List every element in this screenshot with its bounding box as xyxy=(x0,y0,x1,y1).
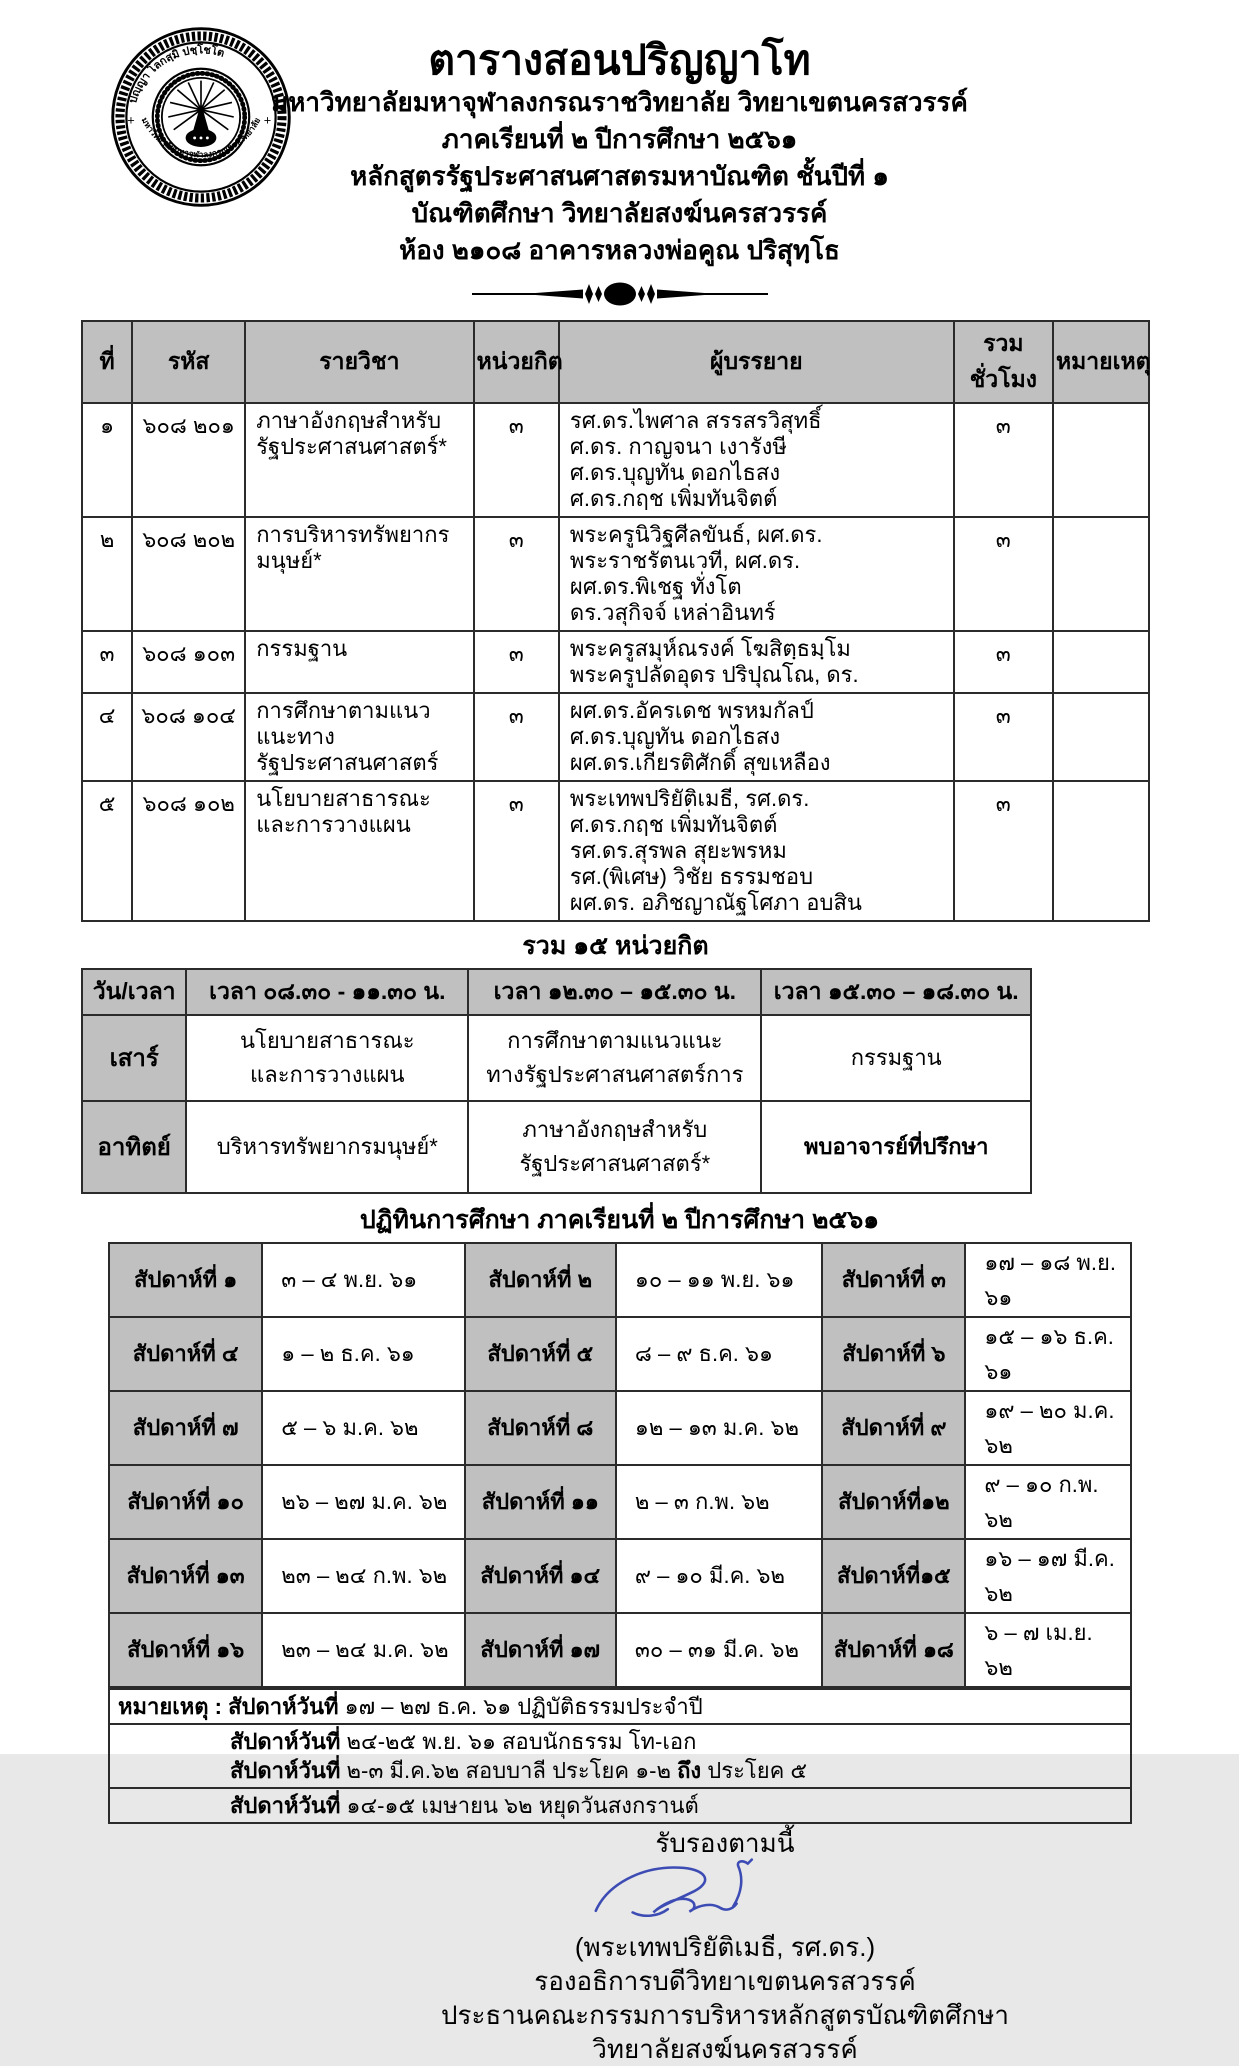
schedule-slot xyxy=(761,1101,1031,1193)
university-seal-logo xyxy=(110,26,292,208)
calendar-week-dates: ๙ – ๑๐ ก.พ. ๖๒ xyxy=(965,1465,1131,1539)
subject-line: กรรมฐาน xyxy=(256,635,348,661)
schedule-slot xyxy=(186,1101,468,1193)
signatory-role-1: รองอธิการบดีวิทยาเขตนครสวรรค์ xyxy=(534,1965,916,1996)
col-header-subject: รายวิชา xyxy=(245,321,473,403)
schedule-slot-line: ทางรัฐประศาสนศาสตร์การ xyxy=(486,1061,744,1087)
lecturer-line: ศ.ดร.บุญทัน ดอกไธสง xyxy=(569,723,781,749)
course-lecturers xyxy=(559,517,954,631)
course-subject xyxy=(245,781,473,921)
calendar-week-label: สัปดาห์ที่ ๕ xyxy=(465,1317,616,1391)
calendar-week-label: สัปดาห์ที่๑๕ xyxy=(822,1539,965,1613)
lecturer-line: พระเทพปริยัติเมธี, รศ.ดร. xyxy=(569,785,810,811)
note-line: สัปดาห์วันที่ ๒๔-๒๕ พ.ย. ๖๑ สอบนักธรรม โท-เอก xyxy=(230,1728,697,1754)
col-header-lecturer: ผู้บรรยาย xyxy=(559,321,954,403)
calendar-week-dates: ๕ – ๖ ม.ค. ๖๒ xyxy=(262,1391,464,1465)
schedule-slot xyxy=(468,1101,761,1193)
col-header-credits: หน่วยกิต xyxy=(474,321,559,403)
note-line: หมายเหตุ : สัปดาห์วันที่ ๑๗ – ๒๗ ธ.ค. ๖๑ ปฏิบัติธรรมประจำปี xyxy=(118,1693,703,1719)
calendar-week-label: สัปดาห์ที่ ๑๘ xyxy=(822,1613,965,1687)
course-no: ๔ xyxy=(82,693,132,781)
lecturer-line: พระราชรัตนเวที, ผศ.ดร. xyxy=(569,547,801,573)
course-lecturers xyxy=(559,781,954,921)
schedule-day-name: เสาร์ xyxy=(82,1015,186,1101)
seal-university-text: มหาวิทยาลัยมหาจุฬาลงกรณราชวิทยาลัย xyxy=(139,115,263,160)
lecturer-line: ผศ.ดร.อัครเดช พรหมกัลป์ xyxy=(569,697,814,723)
notes-table-body xyxy=(109,1689,1131,1823)
calendar-week-label: สัปดาห์ที่ ๖ xyxy=(822,1317,965,1391)
notes-row xyxy=(109,1724,1131,1788)
header-grad-school-line: บัณฑิตศึกษา วิทยาลัยสงฆ์นครสวรรค์ xyxy=(411,197,828,228)
course-total-hours: ๓ xyxy=(954,631,1053,693)
course-subject xyxy=(245,517,473,631)
note-line: สัปดาห์วันที่ ๒-๓ มี.ค.๖๒ สอบบาลี ประโยค ๑-๒ ถึง ประโยค ๕ xyxy=(230,1757,808,1783)
calendar-week-dates: ๑ – ๒ ธ.ค. ๖๑ xyxy=(262,1317,464,1391)
calendar-week-dates: ๑๖ – ๑๗ มี.ค. ๖๒ xyxy=(965,1539,1131,1613)
schedule-slot xyxy=(761,1015,1031,1101)
calendar-week-label: สัปดาห์ที่ ๒ xyxy=(465,1243,616,1317)
course-row xyxy=(82,693,1149,781)
course-remark xyxy=(1053,631,1149,693)
seal-emblem xyxy=(168,81,234,147)
schedule-slot-line: รัฐประศาสนศาสตร์* xyxy=(519,1150,711,1176)
notes-cell xyxy=(109,1689,1131,1724)
divider-ornament xyxy=(0,281,1239,312)
lecturer-line: ผศ.ดร.เกียรติศักดิ์ สุขเหลือง xyxy=(569,749,831,775)
course-code: ๖๐๘ ๑๐๓ xyxy=(132,631,245,693)
notes-table xyxy=(108,1688,1132,1824)
lecturer-line: รศ.(พิเศษ) วิชัย ธรรมชอบ xyxy=(569,863,814,889)
calendar-week-dates: ๑๒ – ๑๓ ม.ค. ๖๒ xyxy=(616,1391,822,1465)
signatory-role-2: ประธานคณะกรรมการบริหารหลักสูตรบัณฑิตศึกษา xyxy=(440,1999,1010,2030)
calendar-week-dates: ๑๗ – ๑๘ พ.ย. ๖๑ xyxy=(965,1243,1131,1317)
calendar-row xyxy=(109,1539,1131,1613)
signatory-name: (พระเทพปริยัติเมธี, รศ.ดร.) xyxy=(574,1931,876,1962)
course-subject xyxy=(245,631,473,693)
total-credits-line: รวม ๑๕ หน่วยกิต xyxy=(522,931,709,960)
header-semester-line: ภาคเรียนที่ ๒ ปีการศึกษา ๒๕๖๑ xyxy=(441,123,798,154)
col-header-no: ที่ xyxy=(82,321,132,403)
calendar-week-label: สัปดาห์ที่ ๑ xyxy=(109,1243,262,1317)
notes-cell xyxy=(109,1788,1131,1823)
header-program-line: หลักสูตรรัฐประศาสนศาสตรมหาบัณฑิต ชั้นปีที่ ๑ xyxy=(350,160,889,191)
calendar-row xyxy=(109,1391,1131,1465)
course-table-body xyxy=(82,403,1149,921)
course-subject xyxy=(245,403,473,517)
svg-text:+: + xyxy=(263,112,272,128)
course-no: ๓ xyxy=(82,631,132,693)
course-total-hours: ๓ xyxy=(954,517,1053,631)
schedule-header-slot2: เวลา ๑๒.๓๐ – ๑๕.๓๐ น. xyxy=(468,969,761,1015)
col-header-remark: หมายเหตุ xyxy=(1053,321,1149,403)
calendar-week-label: สัปดาห์ที่ ๑๔ xyxy=(465,1539,616,1613)
subject-line: ภาษาอังกฤษสำหรับ xyxy=(256,407,442,433)
lecturer-line: พระครูสมุห์ณรงค์ โฆสิตฺธมฺโม xyxy=(569,635,851,661)
course-lecturers xyxy=(559,403,954,517)
page-title: ตารางสอนปริญญาโท xyxy=(428,37,811,83)
lecturer-line: รศ.ดร.สุรพล สุยะพรหม xyxy=(569,837,787,863)
course-table-header-row xyxy=(82,321,1149,403)
notes-cell xyxy=(109,1724,1131,1788)
calendar-week-label: สัปดาห์ที่ ๑๐ xyxy=(109,1465,262,1539)
course-remark xyxy=(1053,693,1149,781)
course-no: ๑ xyxy=(82,403,132,517)
lecturer-line: ศ.ดร.กฤช เพิ่มทันจิตต์ xyxy=(569,811,778,837)
course-no: ๒ xyxy=(82,517,132,631)
calendar-week-dates: ๑๙ – ๒๐ ม.ค. ๖๒ xyxy=(965,1391,1131,1465)
header-university-line: มหาวิทยาลัยมหาจุฬาลงกรณราชวิทยาลัย วิทยาเขตนครสวรรค์ xyxy=(271,86,968,117)
course-code: ๖๐๘ ๒๐๒ xyxy=(132,517,245,631)
calendar-week-label: สัปดาห์ที่ ๓ xyxy=(822,1243,965,1317)
calendar-week-dates: ๒๓ – ๒๔ ม.ค. ๖๒ xyxy=(262,1613,464,1687)
calendar-week-label: สัปดาห์ที่ ๑๖ xyxy=(109,1613,262,1687)
calendar-table xyxy=(108,1242,1132,1688)
calendar-week-label: สัปดาห์ที่ ๙ xyxy=(822,1391,965,1465)
course-row xyxy=(82,631,1149,693)
schedule-day-row xyxy=(82,1015,1031,1101)
course-remark xyxy=(1053,403,1149,517)
course-remark xyxy=(1053,517,1149,631)
schedule-header-slot3: เวลา ๑๕.๓๐ – ๑๘.๓๐ น. xyxy=(761,969,1031,1015)
schedule-slot-line: ภาษาอังกฤษสำหรับ xyxy=(522,1116,708,1142)
subject-line: รัฐประศาสนศาสตร์* xyxy=(256,433,447,459)
course-total-hours: ๓ xyxy=(954,403,1053,517)
note-line: สัปดาห์วันที่ ๑๔-๑๕ เมษายน ๖๒ หยุดวันสงกรานต์ xyxy=(230,1792,699,1818)
col-header-code: รหัส xyxy=(132,321,245,403)
calendar-title: ปฏิทินการศึกษา ภาคเรียนที่ ๒ ปีการศึกษา ๒๕๖๑ xyxy=(359,1205,880,1234)
calendar-week-label: สัปดาห์ที่ ๑๑ xyxy=(465,1465,616,1539)
subject-line: รัฐประศาสนศาสตร์ xyxy=(256,749,439,775)
calendar-week-dates: ๓๐ – ๓๑ มี.ค. ๖๒ xyxy=(616,1613,822,1687)
schedule-slot-line: กรรมฐาน xyxy=(850,1044,942,1070)
schedule-slot-line: นโยบายสาธารณะ xyxy=(240,1027,415,1053)
schedule-slot-line: พบอาจารย์ที่ปรึกษา xyxy=(804,1133,989,1159)
lecturer-line: ศ.ดร. กาญจนา เงารังษี xyxy=(569,433,787,459)
calendar-week-dates: ๒๓ – ๒๔ ก.พ. ๖๒ xyxy=(262,1539,464,1613)
course-row xyxy=(82,781,1149,921)
subject-line: นโยบายสาธารณะ xyxy=(256,785,431,811)
lecturer-line: พระครูปลัดอุดร ปริปุณโณ, ดร. xyxy=(569,661,859,687)
svg-text:+: + xyxy=(127,112,135,128)
calendar-week-dates: ๓ – ๔ พ.ย. ๖๑ xyxy=(262,1243,464,1317)
calendar-row xyxy=(109,1613,1131,1687)
schedule-day-row xyxy=(82,1101,1031,1193)
course-subject xyxy=(245,693,473,781)
schedule-header-row xyxy=(82,969,1031,1015)
course-total-hours: ๓ xyxy=(954,781,1053,921)
seal-motto-text: ปญฺญา โลกสฺมิ ปชฺโชโต xyxy=(127,44,226,105)
notes-row xyxy=(109,1689,1131,1724)
calendar-row xyxy=(109,1243,1131,1317)
calendar-week-dates: ๘ – ๙ ธ.ค. ๖๑ xyxy=(616,1317,822,1391)
calendar-week-label: สัปดาห์ที่ ๑๓ xyxy=(109,1539,262,1613)
subject-line: และการวางแผน xyxy=(256,811,411,837)
subject-line: การบริหารทรัพยากรมนุษย์* xyxy=(256,521,450,573)
signatory-role-3: วิทยาลัยสงฆ์นครสวรรค์ xyxy=(592,2033,858,2064)
calendar-week-dates: ๒๖ – ๒๗ ม.ค. ๖๒ xyxy=(262,1465,464,1539)
notes-row xyxy=(109,1788,1131,1823)
calendar-week-label: สัปดาห์ที่ ๘ xyxy=(465,1391,616,1465)
calendar-week-label: สัปดาห์ที่ ๔ xyxy=(109,1317,262,1391)
course-row xyxy=(82,403,1149,517)
course-credits: ๓ xyxy=(474,403,559,517)
lecturer-line: รศ.ดร.ไพศาล สรรสรวิสุทธิ์ xyxy=(569,407,822,433)
signature-ink-image xyxy=(553,1858,853,1930)
calendar-week-dates: ๒ – ๓ ก.พ. ๖๒ xyxy=(616,1465,822,1539)
calendar-week-dates: ๑๕ – ๑๖ ธ.ค. ๖๑ xyxy=(965,1317,1131,1391)
lecturer-line: ผศ.ดร. อภิชญาณัฐโศภา อบสิน xyxy=(569,889,862,915)
course-lecturers xyxy=(559,631,954,693)
schedule-table-body xyxy=(82,1015,1031,1193)
course-no: ๕ xyxy=(82,781,132,921)
course-credits: ๓ xyxy=(474,781,559,921)
schedule-header-day: วัน/เวลา xyxy=(82,969,186,1015)
calendar-week-label: สัปดาห์ที่ ๗ xyxy=(109,1391,262,1465)
lecturer-line: ผศ.ดร.พิเชฐ ทั่งโต xyxy=(569,573,742,599)
subject-line: การศึกษาตามแนวแนะทาง xyxy=(256,697,431,749)
lecturer-line: ศ.ดร.กฤช เพิ่มทันจิตต์ xyxy=(569,485,778,511)
lecturer-line: ศ.ดร.บุญทัน ดอกไธสง xyxy=(569,459,781,485)
calendar-week-dates: ๑๐ – ๑๑ พ.ย. ๖๑ xyxy=(616,1243,822,1317)
schedule-slot-line: และการวางแผน xyxy=(250,1061,405,1087)
schedule-header-slot1: เวลา ๐๘.๓๐ - ๑๑.๓๐ น. xyxy=(186,969,468,1015)
calendar-week-label: สัปดาห์ที่๑๒ xyxy=(822,1465,965,1539)
course-code: ๖๐๘ ๑๐๒ xyxy=(132,781,245,921)
schedule-slot xyxy=(186,1015,468,1101)
schedule-day-name: อาทิตย์ xyxy=(82,1101,186,1193)
course-credits: ๓ xyxy=(474,517,559,631)
weekly-schedule-table xyxy=(81,968,1032,1194)
calendar-week-dates: ๖ – ๗ เม.ย. ๖๒ xyxy=(965,1613,1131,1687)
lecturer-line: พระครูนิวิฐศีลขันธ์, ผศ.ดร. xyxy=(569,521,823,547)
schedule-slot-line: บริหารทรัพยากรมนุษย์* xyxy=(216,1133,438,1159)
calendar-week-label: สัปดาห์ที่ ๑๗ xyxy=(465,1613,616,1687)
signature-block xyxy=(435,1828,1015,2066)
course-credits: ๓ xyxy=(474,693,559,781)
course-total-hours: ๓ xyxy=(954,693,1053,781)
course-code: ๖๐๘ ๒๐๑ xyxy=(132,403,245,517)
schedule-slot xyxy=(468,1015,761,1101)
calendar-row xyxy=(109,1317,1131,1391)
certify-label: รับรองตามนี้ xyxy=(655,1827,795,1858)
lecturer-line: ดร.วสุกิจจ์ เหล่าอินทร์ xyxy=(569,599,776,625)
course-lecturers xyxy=(559,693,954,781)
course-credits: ๓ xyxy=(474,631,559,693)
calendar-week-dates: ๙ – ๑๐ มี.ค. ๖๒ xyxy=(616,1539,822,1613)
header-room-line: ห้อง ๒๑๐๘ อาคารหลวงพ่อคูณ ปริสุทฺโธ xyxy=(399,234,840,265)
calendar-table-body xyxy=(109,1243,1131,1687)
course-code: ๖๐๘ ๑๐๔ xyxy=(132,693,245,781)
schedule-slot-line: การศึกษาตามแนวแนะ xyxy=(507,1027,723,1053)
course-table xyxy=(81,320,1150,922)
col-header-total-hours: รวมชั่วโมง xyxy=(954,321,1053,403)
calendar-row xyxy=(109,1465,1131,1539)
course-remark xyxy=(1053,781,1149,921)
course-row xyxy=(82,517,1149,631)
